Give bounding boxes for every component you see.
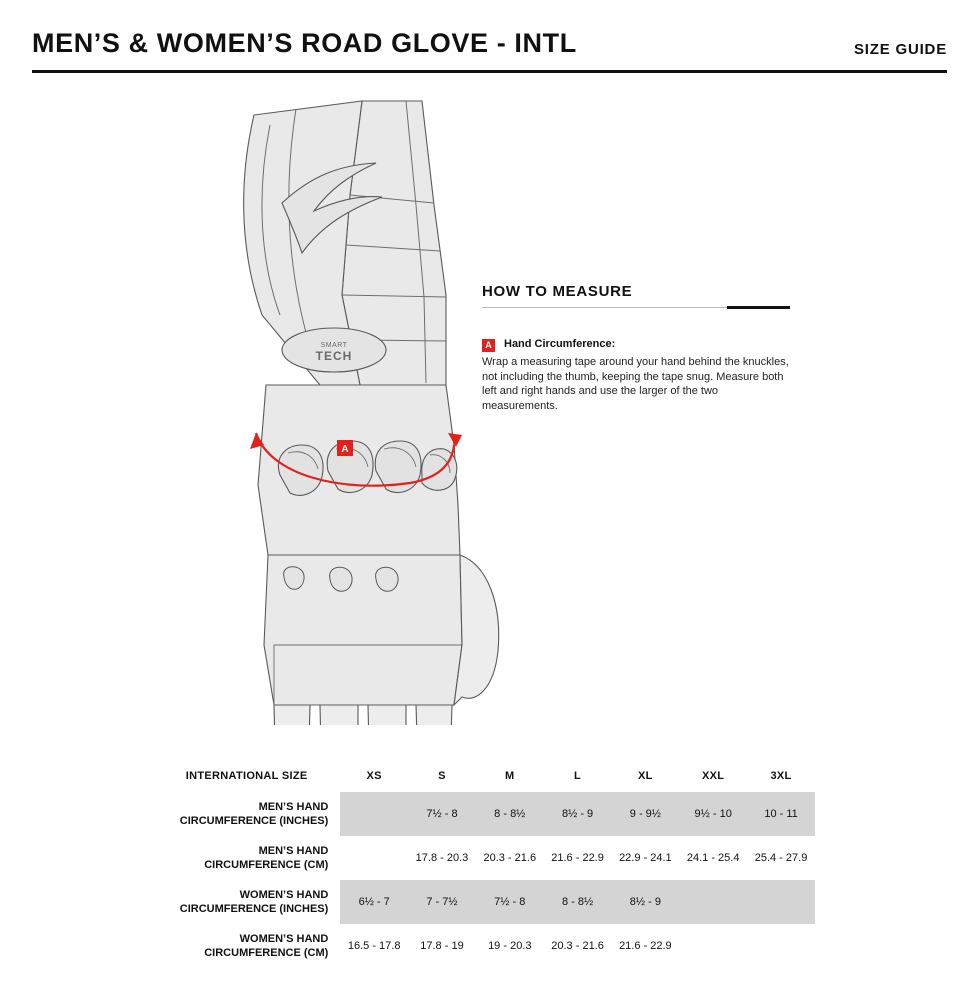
page-title: MEN’S & WOMEN’S ROAD GLOVE - INTL bbox=[32, 28, 577, 58]
how-to-measure-body bbox=[482, 338, 802, 413]
size-guide-label: SIZE GUIDE bbox=[853, 41, 947, 58]
row-label-line1: WOMEN’S HAND bbox=[239, 889, 329, 901]
cell-womens-cm-s: 17.8 - 19 bbox=[408, 924, 476, 968]
table-row bbox=[165, 836, 815, 880]
cell-mens-cm-m: 20.3 - 21.6 bbox=[476, 836, 544, 880]
hand-circumference-subtitle: Hand Circumference: bbox=[504, 338, 616, 350]
header-divider bbox=[32, 70, 947, 73]
cell-womens-inches-xl: 8½ - 9 bbox=[611, 880, 679, 924]
table-row bbox=[165, 924, 815, 968]
table-row bbox=[165, 792, 815, 836]
cell-womens-cm-3xl bbox=[747, 924, 815, 968]
row-label-line2: CIRCUMFERENCE (CM) bbox=[204, 859, 329, 871]
cell-mens-cm-xl: 22.9 - 24.1 bbox=[611, 836, 679, 880]
size-guide-label-wrap bbox=[854, 41, 947, 59]
cell-mens-inches-l: 8½ - 9 bbox=[544, 792, 612, 836]
table-row bbox=[165, 880, 815, 924]
column-header-l: L bbox=[574, 770, 582, 782]
size-chart-table bbox=[165, 760, 815, 968]
cell-womens-inches-m: 7½ - 8 bbox=[476, 880, 544, 924]
row-label-line2: CIRCUMFERENCE (CM) bbox=[204, 947, 329, 959]
how-to-measure-panel bbox=[482, 283, 802, 413]
row-label-line2: CIRCUMFERENCE (INCHES) bbox=[179, 815, 329, 827]
cell-womens-inches-xs: 6½ - 7 bbox=[340, 880, 408, 924]
cell-mens-inches-xs bbox=[340, 792, 408, 836]
header-international-size: INTERNATIONAL SIZE bbox=[165, 760, 340, 792]
page-header bbox=[0, 0, 979, 78]
row-label-mens-cm bbox=[165, 836, 340, 880]
column-header-3xl: 3XL bbox=[770, 770, 792, 782]
column-header-xxl: XXL bbox=[702, 770, 725, 782]
table-header-row bbox=[165, 760, 815, 792]
cell-womens-inches-s: 7 - 7½ bbox=[408, 880, 476, 924]
cell-womens-inches-3xl bbox=[747, 880, 815, 924]
row-label-line1: MEN’S HAND bbox=[258, 845, 329, 857]
how-to-measure-divider bbox=[482, 307, 802, 317]
row-label-womens-inches bbox=[165, 880, 340, 924]
cell-mens-inches-xl: 9 - 9½ bbox=[611, 792, 679, 836]
cell-mens-cm-xs bbox=[340, 836, 408, 880]
row-label-line2: CIRCUMFERENCE (INCHES) bbox=[179, 903, 329, 915]
row-label-womens-cm bbox=[165, 924, 340, 968]
cell-womens-cm-xl: 21.6 - 22.9 bbox=[611, 924, 679, 968]
cell-womens-inches-xxl bbox=[679, 880, 747, 924]
cell-womens-cm-xxl bbox=[679, 924, 747, 968]
cell-mens-inches-s: 7½ - 8 bbox=[408, 792, 476, 836]
cell-womens-inches-l: 8 - 8½ bbox=[544, 880, 612, 924]
cell-mens-cm-xxl: 24.1 - 25.4 bbox=[679, 836, 747, 880]
cell-mens-inches-m: 8 - 8½ bbox=[476, 792, 544, 836]
hand-circumference-description: Wrap a measuring tape around your hand behind the knuckles, not including the thumb, keeping the tape snug. Measure both left and right hands and use the larger of the two measurements. bbox=[482, 356, 789, 412]
column-header-m: M bbox=[505, 770, 515, 782]
marker-a-badge: A bbox=[482, 339, 495, 352]
column-header-xl: XL bbox=[638, 770, 653, 782]
svg-text:TECH: TECH bbox=[315, 349, 353, 363]
how-to-measure-title: HOW TO MEASURE bbox=[482, 283, 633, 300]
cell-womens-cm-xs: 16.5 - 17.8 bbox=[340, 924, 408, 968]
cell-womens-cm-l: 20.3 - 21.6 bbox=[544, 924, 612, 968]
svg-text:A: A bbox=[341, 444, 349, 455]
column-header-s: S bbox=[438, 770, 446, 782]
cell-mens-inches-3xl: 10 - 11 bbox=[747, 792, 815, 836]
cell-mens-inches-xxl: 9½ - 10 bbox=[679, 792, 747, 836]
row-label-line1: MEN’S HAND bbox=[258, 801, 329, 813]
cell-mens-cm-3xl: 25.4 - 27.9 bbox=[747, 836, 815, 880]
column-header-xs: XS bbox=[366, 770, 382, 782]
cell-mens-cm-s: 17.8 - 20.3 bbox=[408, 836, 476, 880]
cell-mens-cm-l: 21.6 - 22.9 bbox=[544, 836, 612, 880]
cell-womens-cm-m: 19 - 20.3 bbox=[476, 924, 544, 968]
row-label-line1: WOMEN’S HAND bbox=[239, 933, 329, 945]
divider-dark bbox=[727, 306, 790, 309]
row-label-mens-inches bbox=[165, 792, 340, 836]
svg-text:SMART: SMART bbox=[320, 342, 348, 349]
